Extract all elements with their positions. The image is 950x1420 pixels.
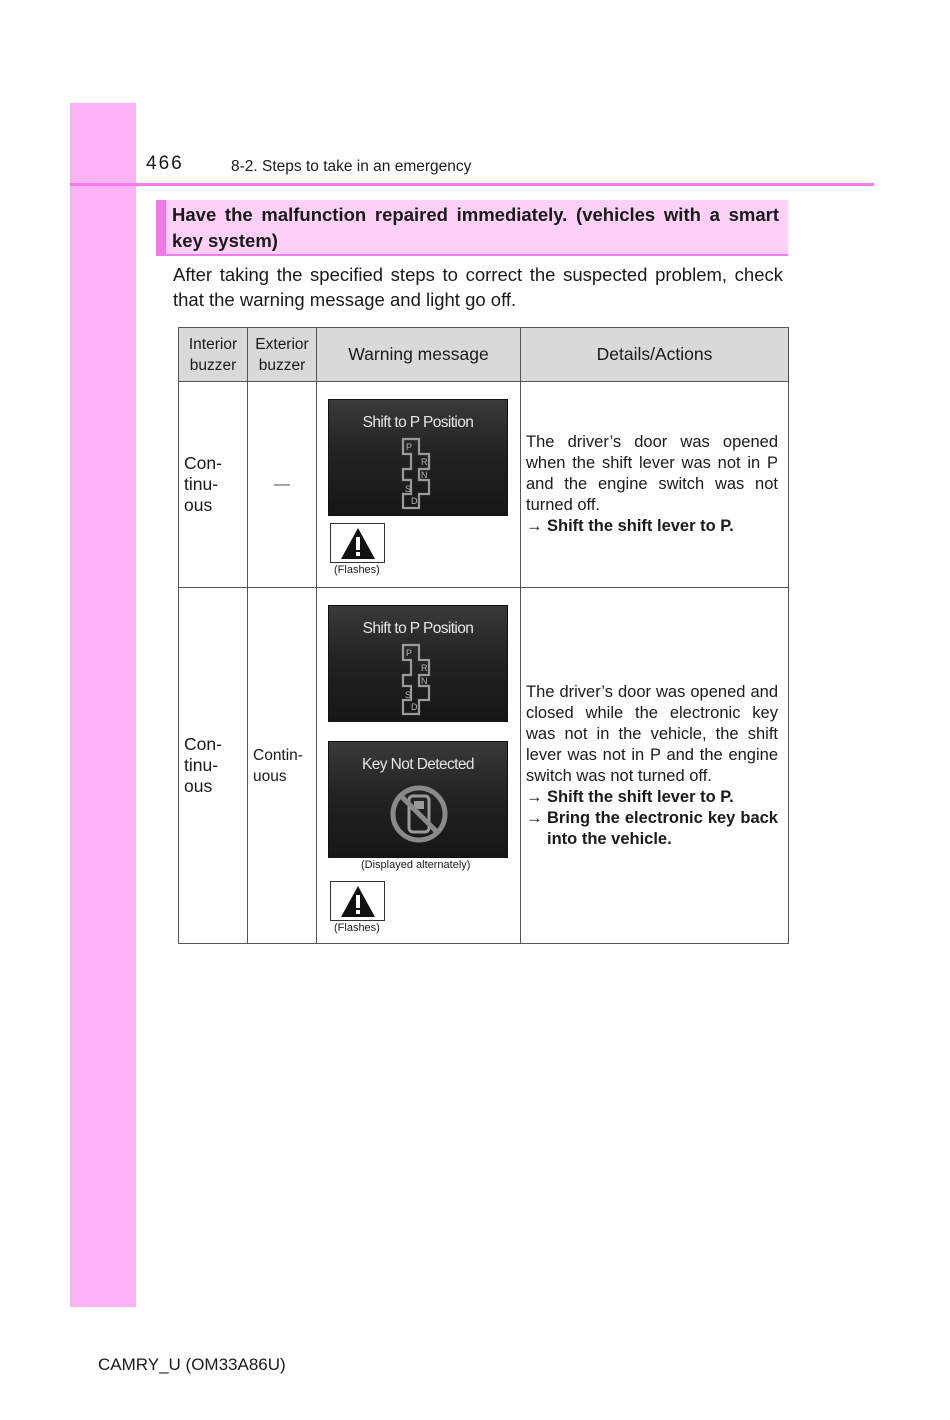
header-interior-line1: Interior [188,335,238,353]
action-text: Shift the shift lever to P. [547,787,734,806]
warning-message-cell [317,382,521,588]
action-arrow-icon: → [526,517,543,535]
header-details-label: Details/Actions [596,344,713,364]
action-item [526,808,778,850]
interior-buzzer-text: ous [184,776,213,796]
action-text: Bring the electronic key back into the vehicle. [547,808,778,848]
exterior-buzzer-dash: — [274,475,290,493]
footer-model-code: CAMRY_U (OM33A86U) [98,1355,286,1374]
table-row [179,588,789,944]
warning-message-cell [317,588,521,944]
shift-gate-icon [397,642,447,720]
flashes-caption: (Flashes) [334,922,380,934]
no-key-icon [387,782,451,846]
details-text: The driver’s door was opened when the shift lever was not in P and the engine switch was not turned off. [526,433,778,514]
warning-light-box [330,523,385,563]
page-number: 466 [146,153,184,174]
gear-r-label: R [421,457,428,467]
header-interior-buzzer [179,328,248,382]
section-title: 8-2. Steps to take in an emergency [231,158,472,175]
header-exterior-line1: Exterior [255,335,309,353]
interior-buzzer-cell [179,382,248,588]
gear-n-label: N [421,470,428,480]
gear-p-label: P [406,648,413,658]
sidebar-tab [70,103,136,1307]
display-screen [328,741,508,858]
interior-buzzer-cell [179,588,248,944]
header-rule [70,183,874,186]
alternate-caption: (Displayed alternately) [361,859,471,871]
warning-table [178,327,789,944]
details-cell [521,382,789,588]
header-exterior-buzzer [248,328,317,382]
gear-s-label: S [405,690,412,700]
header-interior-line2: buzzer [189,356,237,374]
table-header-row [179,328,789,382]
gear-d-label: D [411,496,418,506]
intro-paragraph: After taking the specified steps to correct the suspected problem, check that the warning message and light go off. [173,264,783,310]
callout-bar [156,200,166,254]
gear-d-label: D [411,702,418,712]
exterior-buzzer-cell [248,382,317,588]
flashes-caption: (Flashes) [334,564,380,576]
display-screen [328,399,508,516]
callout-text: Have the malfunction repaired immediately. (vehicles with a smart key system) [172,204,779,251]
shift-gate-icon [397,436,447,514]
action-item [526,516,778,537]
details-text: The driver’s door was opened and closed while the electronic key was not in the vehicle, the shift lever was not in P and the engine switch was not turned off. [526,682,778,785]
header-warning-message [317,328,521,382]
header-message-label: Warning message [348,344,489,364]
warning-triangle-icon [340,885,376,918]
interior-buzzer-text: Con- [184,453,222,473]
action-text: Shift the shift lever to P. [547,517,734,535]
display-message: Shift to P Position [362,620,474,637]
display-screen [328,605,508,722]
exterior-buzzer-text: uous [253,767,287,785]
gear-p-label: P [406,442,413,452]
interior-buzzer-text: Con- [184,734,222,754]
warning-light-box [330,881,385,921]
table-row [179,382,789,588]
interior-buzzer-text: tinu- [184,755,219,775]
action-arrow-icon: → [526,787,543,806]
interior-buzzer-text: ous [184,495,213,515]
exterior-buzzer-text: Contin- [253,746,303,764]
action-arrow-icon: → [526,808,543,827]
interior-buzzer-text: tinu- [184,474,219,494]
header-exterior-line2: buzzer [258,356,306,374]
display-message: Shift to P Position [362,414,474,431]
action-item [526,787,778,808]
warning-triangle-icon [340,527,376,560]
header-details-actions [521,328,789,382]
callout-box [156,200,788,256]
display-message: Key Not Detected [362,756,474,773]
gear-n-label: N [421,676,428,686]
gear-s-label: S [405,484,412,494]
gear-r-label: R [421,663,428,673]
exterior-buzzer-cell [248,588,317,944]
details-cell [521,588,789,944]
